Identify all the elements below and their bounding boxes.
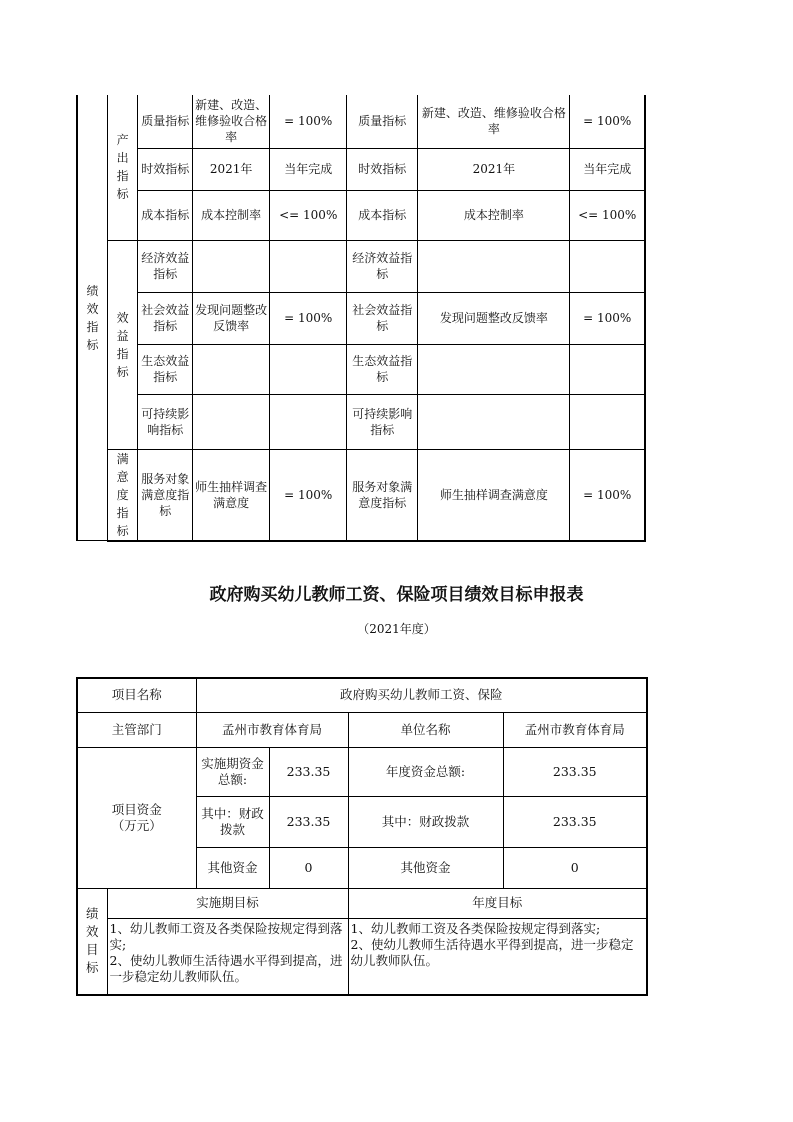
year-other-value: 0	[503, 847, 647, 888]
impl-other-label: 其他资金	[196, 847, 269, 888]
row-4-right-indicator: 经济效益指标	[347, 240, 418, 292]
row-3-right-indicator: 成本指标	[347, 190, 418, 240]
row-2-right-indicator: 时效指标	[347, 148, 418, 190]
project-info-table	[76, 677, 648, 996]
dept-value: 孟州市教育体育局	[196, 712, 348, 747]
row-6-right-value	[570, 344, 645, 394]
row-8-right-value: = 100%	[570, 449, 645, 541]
impl-total-label: 实施期资金总额:	[196, 747, 269, 796]
row-6-left-indicator: 生态效益指标	[138, 344, 193, 394]
row-4-right-value	[570, 240, 645, 292]
page-subtitle: （2021年度）	[357, 622, 436, 636]
row-5-left-indicator: 社会效益指标	[138, 292, 193, 344]
row-4-left-item	[193, 240, 270, 292]
category-benefit: 效益指标	[107, 240, 137, 449]
category-output: 产出指标	[107, 95, 137, 240]
row-4-left-indicator: 经济效益指标	[138, 240, 193, 292]
unit-value: 孟州市教育体育局	[503, 712, 647, 747]
row-1-left-item: 新建、改造、维修验收合格率	[193, 95, 270, 148]
row-6-right-item	[418, 344, 570, 394]
row-7-left-item	[193, 394, 270, 449]
year-total-value: 233.35	[503, 747, 647, 796]
row-2-right-value: 当年完成	[570, 148, 645, 190]
row-4-right-item	[418, 240, 570, 292]
year-other-label: 其他资金	[348, 847, 503, 888]
row-7-left-indicator: 可持续影响指标	[138, 394, 193, 449]
row-7-right-value	[570, 394, 645, 449]
unit-label: 单位名称	[348, 712, 503, 747]
row-3-right-item: 成本控制率	[418, 190, 570, 240]
row-3-left-item: 成本控制率	[193, 190, 270, 240]
row-8-left-indicator: 服务对象满意度指标	[138, 449, 193, 541]
row-8-left-value: = 100%	[270, 449, 347, 541]
row-3-left-indicator: 成本指标	[138, 190, 193, 240]
row-5-right-indicator: 社会效益指标	[347, 292, 418, 344]
impl-goal-text: 1、幼儿教师工资及各类保险按规定得到落实; 2、使幼儿教师生活待遇水平得到提高，进一步稳定幼儿教师队伍。	[107, 918, 348, 995]
row-7-right-indicator: 可持续影响指标	[347, 394, 418, 449]
row-6-left-value	[270, 344, 347, 394]
row-2-left-value: 当年完成	[270, 148, 347, 190]
row-4-left-value	[270, 240, 347, 292]
impl-fiscal-value: 233.35	[269, 796, 348, 847]
row-1-left-value: = 100%	[270, 95, 347, 148]
impl-total-value: 233.35	[269, 747, 348, 796]
row-1-right-indicator: 质量指标	[347, 95, 418, 148]
year-goal-header: 年度目标	[348, 888, 647, 918]
row-3-left-value: <= 100%	[270, 190, 347, 240]
goals-label: 绩效目标	[77, 888, 107, 995]
row-2-left-item: 2021年	[193, 148, 270, 190]
row-1-left-indicator: 质量指标	[138, 95, 193, 148]
year-total-label: 年度资金总额:	[348, 747, 503, 796]
dept-label: 主管部门	[77, 712, 196, 747]
category-satisfaction: 满意度指标	[107, 449, 137, 541]
row-5-left-item: 发现问题整改反馈率	[193, 292, 270, 344]
impl-goal-header: 实施期目标	[107, 888, 348, 918]
row-8-right-item: 师生抽样调查满意度	[418, 449, 570, 541]
row-1-right-item: 新建、改造、维修验收合格率	[418, 95, 570, 148]
row-6-right-indicator: 生态效益指标	[347, 344, 418, 394]
impl-fiscal-label: 其中：财政拨款	[196, 796, 269, 847]
row-1-right-value: = 100%	[570, 95, 645, 148]
row-8-left-item: 师生抽样调查满意度	[193, 449, 270, 541]
year-goal-text: 1、幼儿教师工资及各类保险按规定得到落实; 2、使幼儿教师生活待遇水平得到提高，进一步稳定幼儿教师队伍。	[348, 918, 647, 995]
performance-indicator-table	[76, 95, 646, 542]
impl-other-value: 0	[269, 847, 348, 888]
row-5-right-item: 发现问题整改反馈率	[418, 292, 570, 344]
row-3-right-value: <= 100%	[570, 190, 645, 240]
row-5-left-value: = 100%	[270, 292, 347, 344]
row-7-left-value	[270, 394, 347, 449]
perf-group-label: 绩效指标	[77, 95, 107, 541]
row-2-right-item: 2021年	[418, 148, 570, 190]
year-fiscal-label: 其中：财政拨款	[348, 796, 503, 847]
row-6-left-item	[193, 344, 270, 394]
project-name-label: 项目名称	[77, 678, 196, 712]
funds-label: 项目资金（万元）	[77, 747, 196, 888]
year-fiscal-value: 233.35	[503, 796, 647, 847]
row-5-right-value: = 100%	[570, 292, 645, 344]
page-title: 政府购买幼儿教师工资、保险项目绩效目标申报表	[209, 585, 584, 605]
row-7-right-item	[418, 394, 570, 449]
project-name-value: 政府购买幼儿教师工资、保险	[196, 678, 647, 712]
row-2-left-indicator: 时效指标	[138, 148, 193, 190]
row-8-right-indicator: 服务对象满意度指标	[347, 449, 418, 541]
